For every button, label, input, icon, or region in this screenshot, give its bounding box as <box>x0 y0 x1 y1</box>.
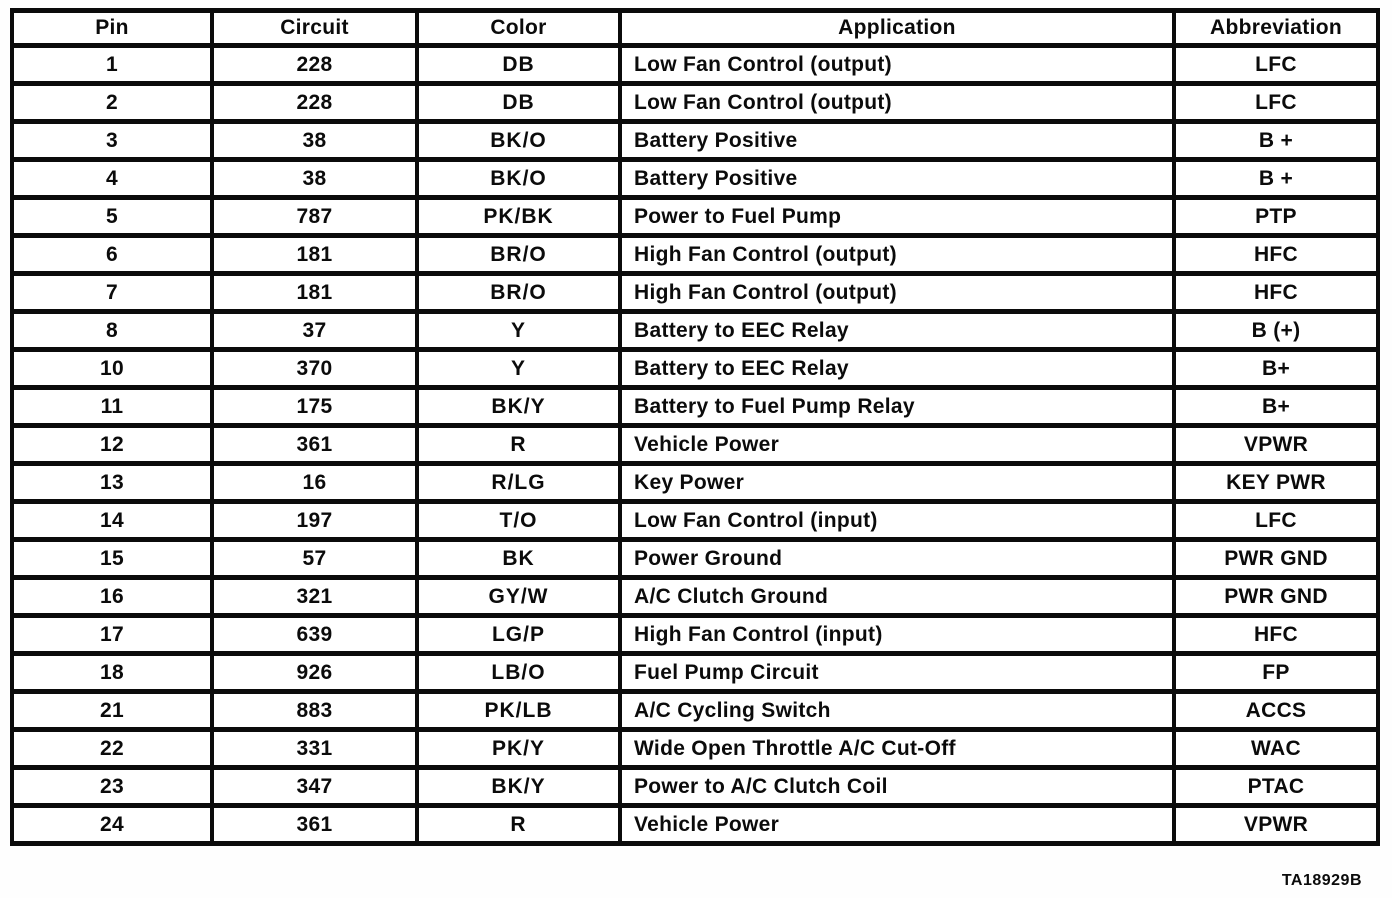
abbreviation-cell: PWR GND <box>1174 540 1378 578</box>
table-row <box>12 730 1378 768</box>
application-cell: A/C Cycling Switch <box>620 692 1174 730</box>
application-cell: Power Ground <box>620 540 1174 578</box>
pin-cell: 8 <box>12 312 212 350</box>
color-cell: DB <box>417 84 620 122</box>
pin-table-body <box>12 46 1378 844</box>
circuit-cell: 57 <box>212 540 417 578</box>
circuit-cell: 347 <box>212 768 417 806</box>
table-row <box>12 540 1378 578</box>
color-cell: BR/O <box>417 274 620 312</box>
application-cell: Battery to Fuel Pump Relay <box>620 388 1174 426</box>
circuit-cell: 926 <box>212 654 417 692</box>
abbreviation-cell: VPWR <box>1174 426 1378 464</box>
pin-cell: 16 <box>12 578 212 616</box>
circuit-cell: 181 <box>212 274 417 312</box>
color-cell: BK/Y <box>417 388 620 426</box>
color-cell: R/LG <box>417 464 620 502</box>
column-header-color: Color <box>417 11 620 46</box>
table-row <box>12 806 1378 844</box>
pin-cell: 11 <box>12 388 212 426</box>
application-cell: High Fan Control (output) <box>620 274 1174 312</box>
circuit-cell: 228 <box>212 84 417 122</box>
table-row <box>12 692 1378 730</box>
circuit-cell: 361 <box>212 426 417 464</box>
abbreviation-cell: ACCS <box>1174 692 1378 730</box>
pin-cell: 18 <box>12 654 212 692</box>
color-cell: BK/O <box>417 122 620 160</box>
table-row <box>12 616 1378 654</box>
figure-code: TA18929B <box>1281 872 1362 889</box>
abbreviation-cell: PTAC <box>1174 768 1378 806</box>
abbreviation-cell: PWR GND <box>1174 578 1378 616</box>
abbreviation-cell: KEY PWR <box>1174 464 1378 502</box>
application-cell: Low Fan Control (output) <box>620 46 1174 84</box>
application-cell: Battery Positive <box>620 160 1174 198</box>
circuit-cell: 331 <box>212 730 417 768</box>
color-cell: LB/O <box>417 654 620 692</box>
pin-cell: 15 <box>12 540 212 578</box>
abbreviation-cell: B+ <box>1174 350 1378 388</box>
abbreviation-cell: LFC <box>1174 502 1378 540</box>
table-row <box>12 388 1378 426</box>
pin-cell: 3 <box>12 122 212 160</box>
abbreviation-cell: HFC <box>1174 274 1378 312</box>
circuit-cell: 197 <box>212 502 417 540</box>
abbreviation-cell: LFC <box>1174 84 1378 122</box>
color-cell: T/O <box>417 502 620 540</box>
table-row <box>12 122 1378 160</box>
color-cell: BK/O <box>417 160 620 198</box>
circuit-cell: 361 <box>212 806 417 844</box>
pin-cell: 1 <box>12 46 212 84</box>
table-row <box>12 236 1378 274</box>
color-cell: PK/BK <box>417 198 620 236</box>
circuit-cell: 175 <box>212 388 417 426</box>
table-row <box>12 768 1378 806</box>
application-cell: Battery to EEC Relay <box>620 350 1174 388</box>
abbreviation-cell: PTP <box>1174 198 1378 236</box>
abbreviation-cell: HFC <box>1174 236 1378 274</box>
color-cell: LG/P <box>417 616 620 654</box>
pin-cell: 5 <box>12 198 212 236</box>
circuit-cell: 787 <box>212 198 417 236</box>
circuit-cell: 38 <box>212 122 417 160</box>
abbreviation-cell: WAC <box>1174 730 1378 768</box>
application-cell: Vehicle Power <box>620 806 1174 844</box>
pin-cell: 10 <box>12 350 212 388</box>
pin-cell: 24 <box>12 806 212 844</box>
abbreviation-cell: LFC <box>1174 46 1378 84</box>
application-cell: Key Power <box>620 464 1174 502</box>
pin-cell: 7 <box>12 274 212 312</box>
abbreviation-cell: B + <box>1174 160 1378 198</box>
circuit-cell: 38 <box>212 160 417 198</box>
application-cell: Battery Positive <box>620 122 1174 160</box>
color-cell: BK/Y <box>417 768 620 806</box>
pin-assignment-table <box>10 8 1380 846</box>
color-cell: R <box>417 426 620 464</box>
circuit-cell: 883 <box>212 692 417 730</box>
abbreviation-cell: HFC <box>1174 616 1378 654</box>
color-cell: PK/Y <box>417 730 620 768</box>
color-cell: DB <box>417 46 620 84</box>
circuit-cell: 639 <box>212 616 417 654</box>
color-cell: GY/W <box>417 578 620 616</box>
application-cell: High Fan Control (output) <box>620 236 1174 274</box>
application-cell: Vehicle Power <box>620 426 1174 464</box>
table-row <box>12 578 1378 616</box>
abbreviation-cell: B + <box>1174 122 1378 160</box>
table-row <box>12 654 1378 692</box>
color-cell: R <box>417 806 620 844</box>
table-row <box>12 274 1378 312</box>
application-cell: Power to Fuel Pump <box>620 198 1174 236</box>
color-cell: BK <box>417 540 620 578</box>
pin-cell: 22 <box>12 730 212 768</box>
pin-cell: 4 <box>12 160 212 198</box>
pin-cell: 21 <box>12 692 212 730</box>
color-cell: Y <box>417 350 620 388</box>
circuit-cell: 321 <box>212 578 417 616</box>
circuit-cell: 16 <box>212 464 417 502</box>
pin-cell: 13 <box>12 464 212 502</box>
table-row <box>12 312 1378 350</box>
color-cell: Y <box>417 312 620 350</box>
column-header-abbreviation: Abbreviation <box>1174 11 1378 46</box>
abbreviation-cell: VPWR <box>1174 806 1378 844</box>
pin-cell: 12 <box>12 426 212 464</box>
table-header-row <box>12 11 1378 46</box>
table-row <box>12 426 1378 464</box>
pin-cell: 17 <box>12 616 212 654</box>
application-cell: High Fan Control (input) <box>620 616 1174 654</box>
abbreviation-cell: B (+) <box>1174 312 1378 350</box>
table-row <box>12 350 1378 388</box>
application-cell: Fuel Pump Circuit <box>620 654 1174 692</box>
circuit-cell: 228 <box>212 46 417 84</box>
column-header-circuit: Circuit <box>212 11 417 46</box>
application-cell: A/C Clutch Ground <box>620 578 1174 616</box>
pin-cell: 23 <box>12 768 212 806</box>
table-row <box>12 502 1378 540</box>
color-cell: BR/O <box>417 236 620 274</box>
application-cell: Wide Open Throttle A/C Cut-Off <box>620 730 1174 768</box>
pin-cell: 6 <box>12 236 212 274</box>
application-cell: Power to A/C Clutch Coil <box>620 768 1174 806</box>
circuit-cell: 37 <box>212 312 417 350</box>
table-row <box>12 198 1378 236</box>
table-row <box>12 46 1378 84</box>
table-row <box>12 84 1378 122</box>
application-cell: Low Fan Control (input) <box>620 502 1174 540</box>
table-row <box>12 464 1378 502</box>
column-header-application: Application <box>620 11 1174 46</box>
application-cell: Low Fan Control (output) <box>620 84 1174 122</box>
color-cell: PK/LB <box>417 692 620 730</box>
abbreviation-cell: B+ <box>1174 388 1378 426</box>
application-cell: Battery to EEC Relay <box>620 312 1174 350</box>
pin-cell: 2 <box>12 84 212 122</box>
circuit-cell: 370 <box>212 350 417 388</box>
column-header-pin: Pin <box>12 11 212 46</box>
abbreviation-cell: FP <box>1174 654 1378 692</box>
table-row <box>12 160 1378 198</box>
pin-cell: 14 <box>12 502 212 540</box>
circuit-cell: 181 <box>212 236 417 274</box>
